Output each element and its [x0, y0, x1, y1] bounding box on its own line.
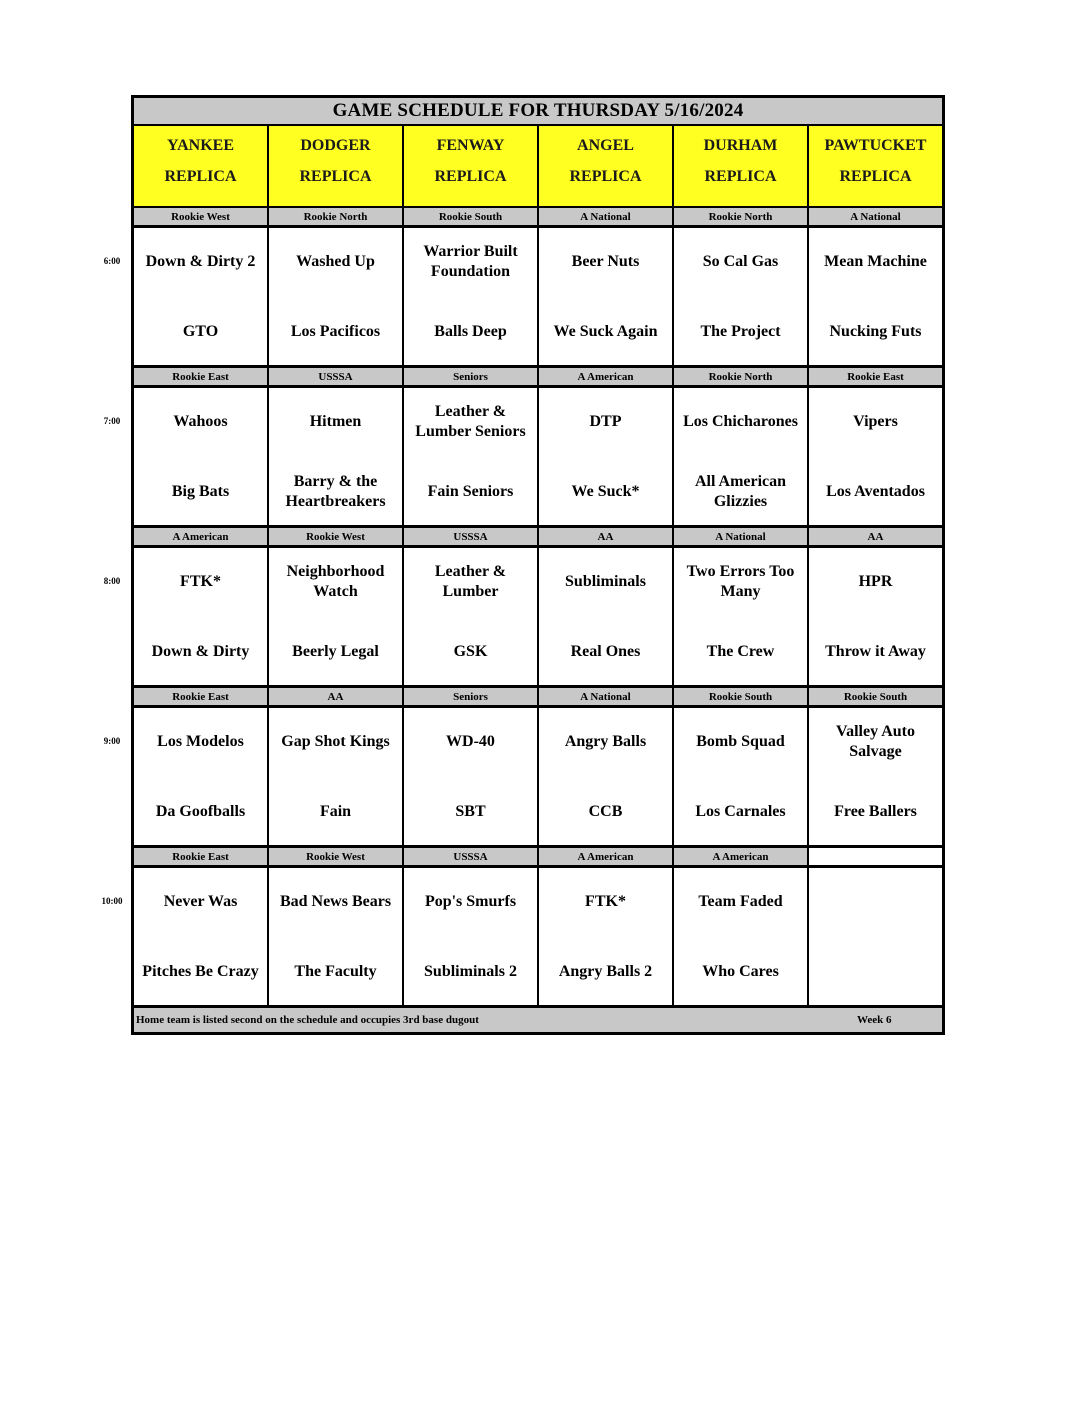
field-header-pawtucket: [809, 126, 942, 206]
field-header-dodger: [269, 126, 402, 206]
home-team: Los Carnales: [695, 803, 786, 820]
game-cell: [134, 388, 267, 525]
away-team: Beer Nuts: [571, 253, 640, 270]
game-cell: [269, 228, 402, 365]
game-cell: [134, 708, 267, 845]
away-team: Los Modelos: [157, 733, 244, 750]
time-slot-label: 6:00: [103, 256, 121, 266]
league-label: A American: [134, 528, 267, 545]
time-slot-label: 9:00: [103, 736, 121, 746]
league-label: AA: [809, 528, 942, 545]
home-team: The Crew: [706, 643, 775, 660]
field-header-durham: [674, 126, 807, 206]
away-team: Mean Machine: [824, 253, 927, 270]
league-label: A American: [539, 848, 672, 865]
away-team: Down & Dirty 2: [145, 253, 256, 270]
league-label: Rookie South: [809, 688, 942, 705]
away-team: Subliminals: [565, 573, 646, 590]
home-team: Barry & the Heartbreakers: [285, 473, 386, 510]
home-team: Nucking Futs: [829, 323, 922, 340]
game-cell: [269, 868, 402, 1005]
league-label: A National: [809, 208, 942, 225]
away-team: HPR: [858, 573, 893, 590]
league-label: Rookie East: [809, 368, 942, 385]
league-label: Seniors: [404, 368, 537, 385]
field-name: DODGER: [300, 137, 371, 154]
league-label: Rookie East: [134, 368, 267, 385]
away-team: Leather & Lumber: [434, 563, 507, 600]
game-cell: [539, 868, 672, 1005]
game-cell: [134, 548, 267, 685]
game-cell: [809, 388, 942, 525]
away-team: Washed Up: [296, 253, 375, 270]
away-team: Los Chicharones: [683, 413, 798, 430]
home-team: We Suck Again: [553, 323, 658, 340]
game-cell: [674, 228, 807, 365]
game-cell: [674, 548, 807, 685]
away-team: Warrior Built Foundation: [423, 243, 518, 280]
away-team: Hitmen: [309, 413, 362, 430]
game-cell: [674, 388, 807, 525]
league-label: [809, 848, 942, 865]
game-cell: [404, 228, 537, 365]
home-team: SBT: [455, 803, 486, 820]
home-team-note: Home team is listed second on the schedule and occupies 3rd base dugout: [136, 1014, 479, 1026]
field-name: PAWTUCKET: [824, 137, 927, 154]
home-team: Subliminals 2: [424, 963, 517, 980]
field-header-fenway: [404, 126, 537, 206]
game-cell: [404, 708, 537, 845]
game-cell: [539, 228, 672, 365]
field-subtitle: REPLICA: [164, 168, 237, 185]
game-cell: [404, 868, 537, 1005]
home-team: Throw it Away: [825, 643, 926, 660]
home-team: GSK: [453, 643, 488, 660]
game-cell: [269, 388, 402, 525]
week-label: Week 6: [857, 1014, 892, 1026]
away-team: FTK*: [585, 893, 626, 910]
game-cell: [539, 548, 672, 685]
league-label: Rookie East: [134, 688, 267, 705]
league-label: Rookie North: [269, 208, 402, 225]
field-name: DURHAM: [703, 137, 778, 154]
game-cell: [809, 228, 942, 365]
away-team: FTK*: [180, 573, 221, 590]
away-team: Never Was: [163, 893, 238, 910]
game-cell: [404, 388, 537, 525]
home-team: Angry Balls 2: [558, 963, 653, 980]
league-label: Rookie South: [674, 688, 807, 705]
league-label: A National: [539, 688, 672, 705]
schedule-title: GAME SCHEDULE FOR THURSDAY 5/16/2024: [134, 98, 942, 124]
league-label: Rookie North: [674, 368, 807, 385]
away-team: DTP: [589, 413, 622, 430]
league-label: A National: [674, 528, 807, 545]
game-cell: [809, 868, 942, 1005]
home-team: We Suck*: [571, 483, 640, 500]
league-label: A American: [674, 848, 807, 865]
away-team: Vipers: [853, 413, 898, 430]
home-team: Fain Seniors: [427, 483, 514, 500]
league-label: A National: [539, 208, 672, 225]
away-team: Bomb Squad: [696, 733, 785, 750]
game-cell: [269, 708, 402, 845]
away-team: Gap Shot Kings: [281, 733, 390, 750]
league-label: Rookie East: [134, 848, 267, 865]
home-team: Real Ones: [570, 643, 641, 660]
league-label: A American: [539, 368, 672, 385]
league-label: AA: [269, 688, 402, 705]
time-slot-label: 7:00: [103, 416, 121, 426]
away-team: Valley Auto Salvage: [836, 723, 915, 760]
game-cell: [539, 388, 672, 525]
home-team: Who Cares: [702, 963, 779, 980]
league-label: Rookie North: [674, 208, 807, 225]
away-team: Wahoos: [173, 413, 228, 430]
game-cell: [674, 708, 807, 845]
league-label: USSSA: [404, 848, 537, 865]
league-label: USSSA: [404, 528, 537, 545]
field-name: FENWAY: [436, 137, 505, 154]
away-team: WD-40: [446, 733, 495, 750]
field-header-yankee: [134, 126, 267, 206]
league-label: USSSA: [269, 368, 402, 385]
home-team: Fain: [319, 803, 352, 820]
league-label: AA: [539, 528, 672, 545]
game-cell: [674, 868, 807, 1005]
time-slot-label: 10:00: [101, 896, 123, 906]
game-cell: [539, 708, 672, 845]
league-label: Rookie South: [404, 208, 537, 225]
away-team: So Cal Gas: [702, 253, 779, 270]
field-header-angel: [539, 126, 672, 206]
home-team: Down & Dirty: [151, 643, 250, 660]
away-team: Angry Balls: [564, 733, 647, 750]
field-subtitle: REPLICA: [704, 168, 777, 185]
home-team: The Faculty: [294, 963, 377, 980]
home-team: Pitches Be Crazy: [142, 963, 259, 980]
away-team: Leather & Lumber Seniors: [415, 403, 526, 440]
field-subtitle: REPLICA: [569, 168, 642, 185]
home-team: CCB: [588, 803, 623, 820]
home-team: Los Pacificos: [290, 323, 381, 340]
home-team: Beerly Legal: [292, 643, 379, 660]
home-team: GTO: [182, 323, 219, 340]
time-slot-label: 8:00: [103, 576, 121, 586]
field-subtitle: REPLICA: [839, 168, 912, 185]
home-team: The Project: [700, 323, 781, 340]
home-team: Big Bats: [171, 483, 230, 500]
away-team: Neighborhood Watch: [286, 563, 385, 600]
schedule-footer: [134, 1008, 942, 1032]
game-cell: [809, 548, 942, 685]
field-name: YANKEE: [167, 137, 234, 154]
league-label: Seniors: [404, 688, 537, 705]
away-team: Two Errors Too Many: [686, 563, 795, 600]
field-name: ANGEL: [577, 137, 634, 154]
home-team: Balls Deep: [434, 323, 507, 340]
home-team: Da Goofballs: [155, 803, 246, 820]
league-label: Rookie West: [134, 208, 267, 225]
home-team: [809, 951, 942, 993]
game-cell: [404, 548, 537, 685]
home-team: Free Ballers: [834, 803, 917, 820]
league-label: Rookie West: [269, 528, 402, 545]
away-team: Bad News Bears: [279, 893, 392, 910]
league-label: Rookie West: [269, 848, 402, 865]
game-cell: [134, 228, 267, 365]
home-team: All American Glizzies: [694, 473, 787, 510]
away-team: Pop's Smurfs: [424, 893, 517, 910]
game-cell: [134, 868, 267, 1005]
away-team: Team Faded: [698, 893, 783, 910]
home-team: Los Aventados: [826, 483, 925, 500]
away-team: [809, 881, 942, 923]
field-subtitle: REPLICA: [434, 168, 507, 185]
game-cell: [269, 548, 402, 685]
field-subtitle: REPLICA: [299, 168, 372, 185]
game-cell: [809, 708, 942, 845]
schedule-table: [131, 95, 945, 1035]
